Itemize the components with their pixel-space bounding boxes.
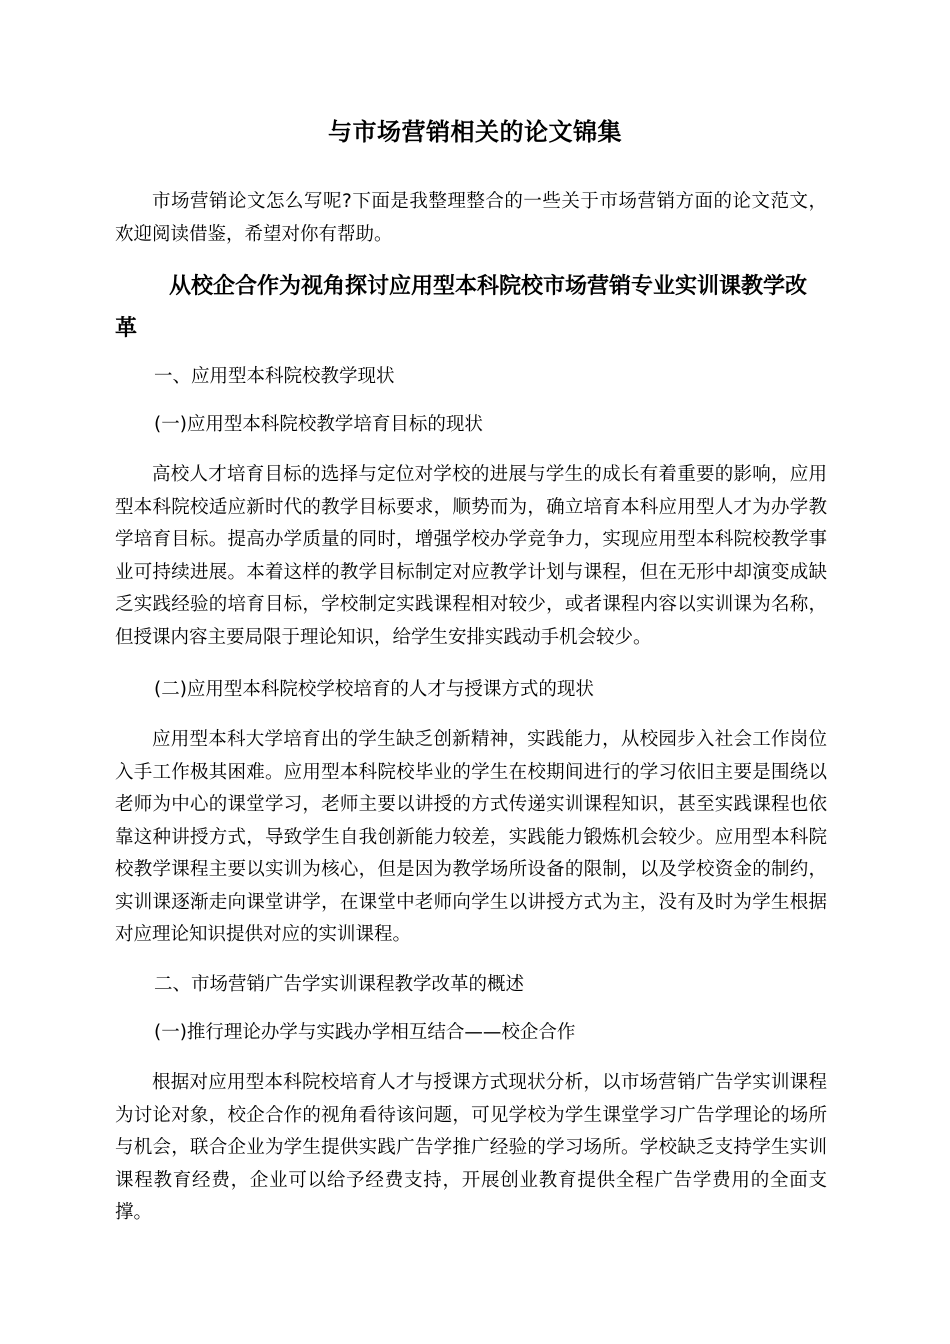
document-title: 与市场营销相关的论文锦集: [328, 118, 622, 146]
body-paragraph-3: 根据对应用型本科院校培育人才与授课方式现状分析，以市场营销广告学实训课程为讨论对象，校企合作的视角看待该问题，可见学校为学生课堂学习广告学理论的场所与机会，联合企业为学生提供实践广告学推广经验的学习场所。学校缺乏支持学生实训课程教育经费，企业可以给予经费支持，开展创业教育提供全程广告学费用的全面支撑。: [115, 1072, 827, 1223]
subsection-heading-3: (一)推行理论办学与实践办学相互结合——校企合作: [154, 1022, 576, 1043]
article-subtitle: 从校企合作为视角探讨应用型本科院校市场营销专业实训课教学改革: [115, 274, 808, 341]
intro-paragraph: 市场营销论文怎么写呢?下面是我整理整合的一些关于市场营销方面的论文范文，欢迎阅读借鉴，希望对你有帮助。: [115, 191, 827, 245]
body-paragraph-2: 应用型本科大学培育出的学生缺乏创新精神，实践能力，从校园步入社会工作岗位入手工作极其困难。应用型本科院校毕业的学生在校期间进行的学习依旧主要是围绕以老师为中心的课堂学习，老师主要以讲授的方式传递实训课程知识，甚至实践课程也依靠这种讲授方式，导致学生自我创新能力较差，实践能力锻炼机会较少。应用型本科院校教学课程主要以实训为核心，但是因为教学场所设备的限制，以及学校资金的制约，实训课逐渐走向课堂讲学，在课堂中老师向学生以讲授方式为主，没有及时为学生根据对应理论知识提供对应的实训课程。: [115, 729, 827, 945]
section-heading-1: 一、应用型本科院校教学现状: [154, 366, 395, 387]
section-heading-2: 二、市场营销广告学实训课程教学改革的概述: [154, 974, 525, 995]
subsection-heading-1: (一)应用型本科院校教学培育目标的现状: [154, 414, 483, 435]
body-paragraph-1: 高校人才培育目标的选择与定位对学校的进展与学生的成长有着重要的影响，应用型本科院校适应新时代的教学目标要求，顺势而为，确立培育本科应用型人才为办学教学培育目标。提高办学质量的同时，增强学校办学竞争力，实现应用型本科院校教学事业可持续进展。本着这样的教学目标制定对应教学计划与课程，但在无形中却演变成缺乏实践经验的培育目标，学校制定实践课程相对较少，或者课程内容以实训课为名称，但授课内容主要局限于理论知识，给学生安排实践动手机会较少。: [115, 464, 827, 648]
subsection-heading-2: (二)应用型本科院校学校培育的人才与授课方式的现状: [154, 679, 594, 700]
